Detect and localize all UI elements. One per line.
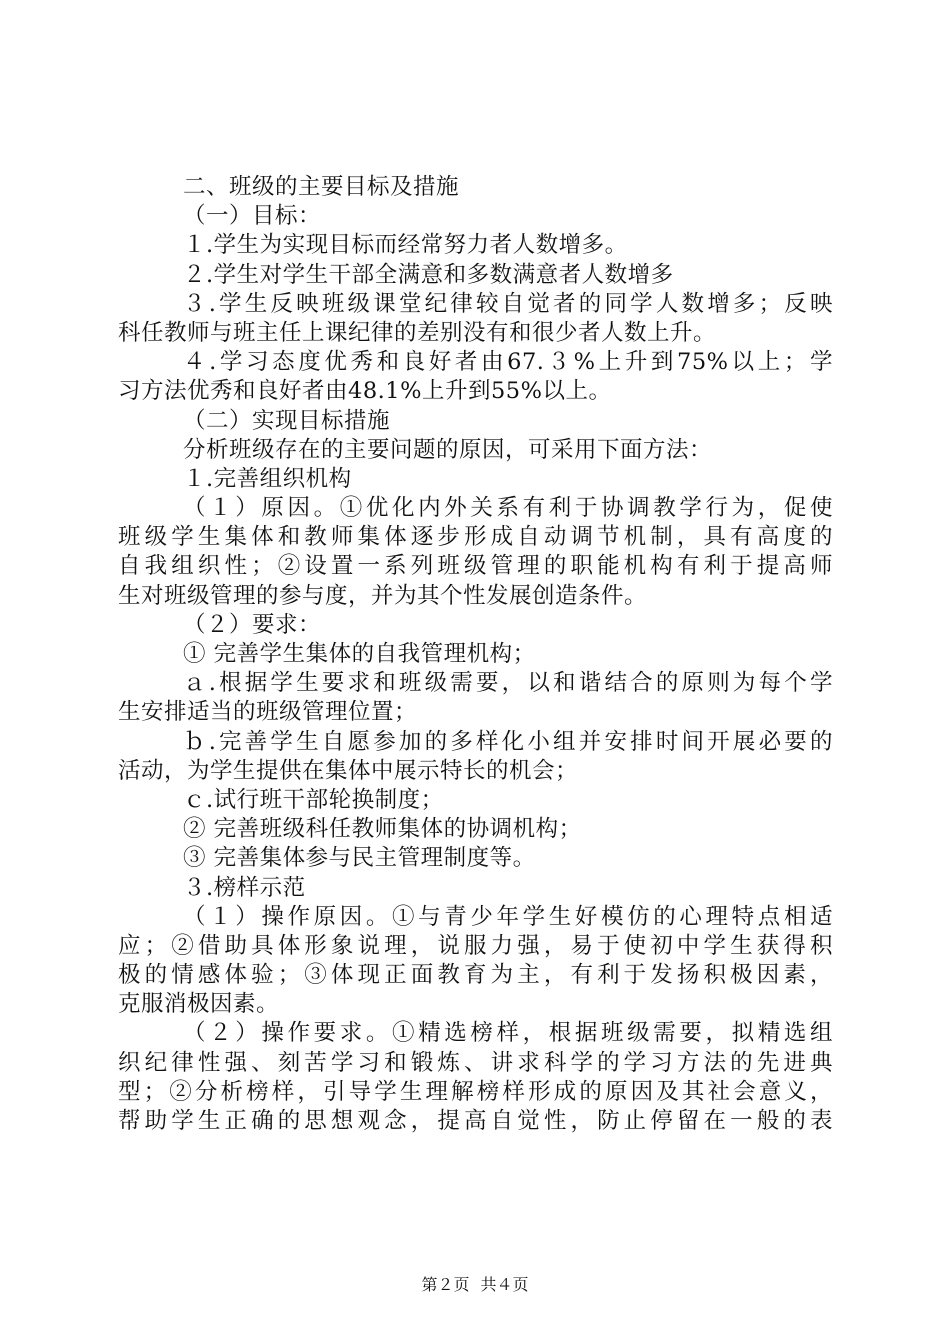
paragraph-line: 分析班级存在的主要问题的原因，可采用下面方法： [183, 436, 713, 463]
paragraph-line: （１）操作原因。①与青少年学生好模仿的心理特点相适 [183, 903, 833, 930]
paragraph-line: 型；②分析榜样，引导学生理解榜样形成的原因及其社会意义， [118, 1078, 833, 1105]
document-body [118, 173, 833, 1136]
paragraph-line: ３.学生反映班级课堂纪律较自觉者的同学人数增多；反映 [183, 290, 833, 317]
paragraph-line: ② 完善班级科任教师集体的协调机构； [183, 816, 582, 843]
item-heading: １.完善组织机构 [183, 465, 352, 492]
paragraph-line: 活动，为学生提供在集体中展示特长的机会； [118, 757, 579, 784]
paragraph-line: 班级学生集体和教师集体逐步形成自动调节机制，具有高度的 [118, 524, 833, 551]
subsection-heading: （一）目标： [183, 203, 322, 230]
paragraph-line: 织纪律性强、刻苦学习和锻炼、讲求科学的学习方法的先进典 [118, 1049, 833, 1076]
paragraph-line: 极的情感体验；③体现正面教育为主，有利于发扬积极因素， [118, 962, 833, 989]
paragraph-line: ① 完善学生集体的自我管理机构； [183, 641, 536, 667]
section-heading: 二、班级的主要目标及措施 [183, 174, 460, 200]
paragraph-line: 科任教师与班主任上课纪律的差别没有和很少者人数上升。 [118, 319, 717, 346]
paragraph-line: １.学生为实现目标而经常努力者人数增多。 [183, 232, 628, 259]
paragraph-line: 应；②借助具体形象说理，说服力强，易于使初中学生获得积 [118, 932, 833, 959]
page-total: 共４页 [480, 1275, 529, 1294]
paragraph-line: ｃ.试行班干部轮换制度； [183, 786, 444, 813]
paragraph-line: 自我组织性；②设置一系列班级管理的职能机构有利于提高师 [118, 553, 833, 580]
paragraph-line: ③ 完善集体参与民主管理制度等。 [183, 845, 536, 872]
page-number: 第２页 [421, 1275, 470, 1294]
paragraph-line: ａ.根据学生要求和班级需要，以和谐结合的原则为每个学 [183, 670, 833, 697]
paragraph-line: ２.学生对学生干部全满意和多数满意者人数增多 [183, 261, 674, 288]
paragraph-line: ４.学习态度优秀和良好者由67.３%上升到75%以上；学 [183, 349, 833, 376]
item-heading: ３.榜样示范 [183, 874, 306, 901]
paragraph-line: 帮助学生正确的思想观念，提高自觉性，防止停留在一般的表 [118, 1108, 833, 1134]
page-footer [0, 1272, 950, 1295]
paragraph-line: 生安排适当的班级管理位置； [118, 699, 418, 726]
paragraph-line: （１）原因。①优化内外关系有利于协调教学行为，促使 [183, 495, 833, 522]
paragraph-line: 习方法优秀和良好者由48.1%上升到55%以上。 [118, 378, 612, 405]
paragraph-line: 克服消极因素。 [118, 991, 280, 1018]
paragraph-line: （２）操作要求。①精选榜样，根据班级需要，拟精选组 [183, 1020, 833, 1047]
paragraph-line: （２）要求： [183, 611, 322, 638]
subsection-heading: （二）实现目标措施 [183, 407, 391, 434]
paragraph-line: ｂ.完善学生自愿参加的多样化小组并安排时间开展必要的 [183, 728, 833, 755]
paragraph-line: 生对班级管理的参与度，并为其个性发展创造条件。 [118, 582, 648, 609]
